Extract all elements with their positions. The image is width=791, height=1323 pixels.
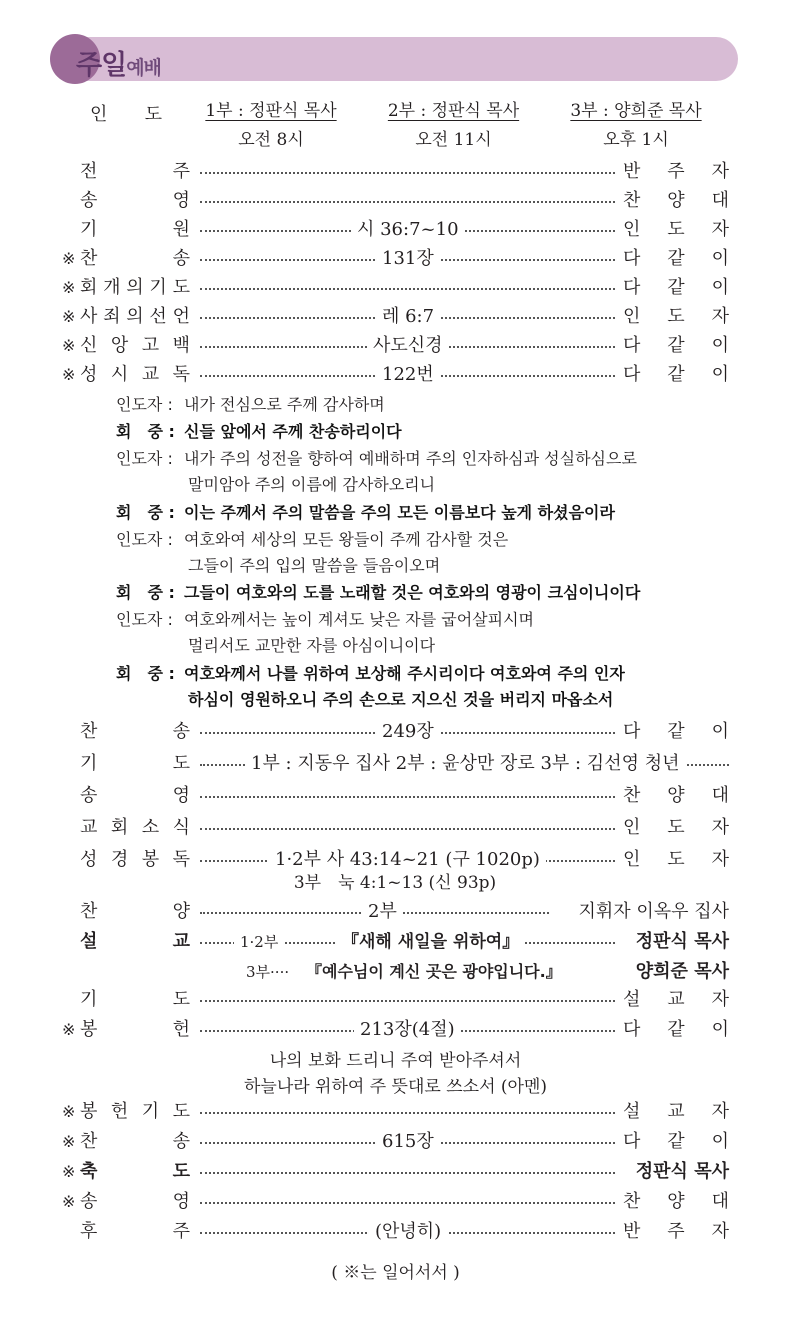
row-label-char: 축 bbox=[80, 1161, 98, 1182]
row-middle: 시 36:7~10 bbox=[351, 216, 465, 244]
row-right-char: 양 bbox=[667, 190, 685, 211]
row-right-char: 이 bbox=[711, 364, 729, 385]
row-right-char: 교 bbox=[667, 989, 685, 1010]
row-label-char: 찬 bbox=[80, 901, 98, 922]
row-label-char: 신 bbox=[80, 335, 98, 356]
leader-line bbox=[116, 392, 385, 418]
reading-text: 하심이 영원하오니 주의 손으로 지으신 것을 버리지 마옵소서 bbox=[188, 689, 614, 709]
row-label-char: 찬 bbox=[80, 721, 98, 742]
order-row-sermon bbox=[0, 928, 791, 956]
row-middle: 131장 bbox=[376, 245, 440, 273]
row-right-char: 양 bbox=[667, 1191, 685, 1212]
row-label-char: 영 bbox=[172, 190, 190, 211]
row-right-char: 인 bbox=[623, 849, 641, 870]
leader-dots bbox=[200, 288, 615, 290]
row-right bbox=[623, 986, 729, 1014]
row-label-char: 영 bbox=[172, 785, 190, 806]
row-right-char: 같 bbox=[667, 721, 685, 742]
row-right-char: 다 bbox=[623, 277, 641, 298]
reading-text: 그들이 여호와의 도를 노래할 것은 여호와의 영광이 크심이니이다 bbox=[184, 583, 641, 602]
row-right-char: 이 bbox=[711, 277, 729, 298]
row-right-char: 설 bbox=[623, 989, 641, 1010]
row-right-char: 이 bbox=[711, 1019, 729, 1040]
row-middle: 사도신경 bbox=[367, 332, 449, 360]
row-right-char: 이 bbox=[711, 1131, 729, 1152]
order-row bbox=[0, 1218, 791, 1246]
row-label bbox=[80, 846, 190, 874]
row-right-char: 찬 bbox=[623, 785, 641, 806]
intro-label bbox=[90, 100, 162, 126]
standing-mark: ※ bbox=[62, 365, 76, 384]
row-label-char: 송 bbox=[172, 248, 190, 269]
row-middle: 615장 bbox=[376, 1128, 440, 1156]
leader-line bbox=[116, 527, 508, 579]
row-middle: 122번 bbox=[376, 361, 440, 389]
sermon-preacher-2: 양희준 목사 bbox=[635, 961, 729, 982]
order-row bbox=[0, 1128, 791, 1156]
order-row bbox=[0, 1188, 791, 1216]
row-label-char: 고 bbox=[141, 335, 160, 356]
row-right: 정판식 목사 bbox=[635, 1161, 729, 1182]
row-right bbox=[623, 1016, 729, 1044]
row-label-char: 찬 bbox=[80, 1131, 98, 1152]
leader-dots bbox=[200, 172, 615, 174]
row-label-char: 후 bbox=[80, 1221, 98, 1242]
sermon-prefix-2: 3부···· bbox=[246, 963, 290, 981]
row-label bbox=[80, 274, 190, 302]
row-label-char: 시 bbox=[110, 364, 129, 385]
order-row bbox=[0, 274, 791, 302]
leader-dots bbox=[200, 828, 615, 830]
row-right-char: 자 bbox=[711, 849, 729, 870]
row-right-char: 대 bbox=[711, 1191, 729, 1212]
row-label-char: 언 bbox=[172, 306, 190, 327]
row-label-char: 도 bbox=[172, 989, 190, 1010]
section-header bbox=[52, 37, 738, 81]
row-label-char: 주 bbox=[172, 161, 190, 182]
row-label-char: 원 bbox=[172, 219, 190, 240]
service-3-time: 오후 1시 bbox=[603, 130, 669, 150]
row-right bbox=[623, 718, 729, 746]
title-char-2: 일 bbox=[101, 50, 127, 81]
row-right-char: 도 bbox=[667, 817, 685, 838]
row-label-char: 송 bbox=[80, 190, 98, 211]
row-right-char: 반 bbox=[623, 161, 641, 182]
row-right-char: 다 bbox=[623, 248, 641, 269]
row-right bbox=[623, 158, 729, 186]
row-label-char: 독 bbox=[172, 849, 190, 870]
service-2 bbox=[381, 98, 526, 153]
row-label bbox=[80, 303, 190, 331]
row-label-char: 회 bbox=[110, 817, 129, 838]
row-label bbox=[80, 1016, 190, 1044]
leader-dots bbox=[200, 201, 615, 203]
standing-mark: ※ bbox=[62, 1102, 76, 1121]
service-1-title: 1부 : 정판식 목사 bbox=[205, 101, 337, 121]
row-label bbox=[80, 718, 190, 746]
row-right bbox=[623, 1128, 729, 1156]
service-1-time: 오전 8시 bbox=[238, 130, 304, 150]
offering-verse-line: 하늘나라 위하여 주 뜻대로 쓰소서 (아멘) bbox=[243, 1077, 548, 1097]
speaker-label: 인도자 : bbox=[116, 449, 173, 468]
row-right-char: 같 bbox=[667, 248, 685, 269]
row-right-char: 같 bbox=[667, 1131, 685, 1152]
row-label-char: 선 bbox=[149, 306, 167, 327]
row-right-char: 설 bbox=[623, 1101, 641, 1122]
row-label-char: 양 bbox=[172, 901, 190, 922]
reading-text: 이는 주께서 주의 말씀을 주의 모든 이름보다 높게 하셨음이라 bbox=[184, 502, 615, 522]
row-label bbox=[80, 332, 190, 360]
scripture-line-2: 3부 눅 4:1~13 (신 93p) bbox=[293, 873, 497, 893]
row-label-char: 앙 bbox=[110, 335, 129, 356]
intro-label-char: 인 bbox=[90, 104, 108, 125]
leader-dots bbox=[200, 1202, 615, 1204]
row-label-char: 송 bbox=[80, 1191, 98, 1212]
row-label-char: 도 bbox=[172, 1101, 190, 1122]
reading-text: 여호와께서는 높이 계셔도 낮은 자를 굽어살피시며 bbox=[184, 610, 535, 629]
row-right bbox=[623, 303, 729, 331]
section-title bbox=[76, 43, 161, 82]
row-middle: 249장 bbox=[376, 718, 440, 746]
order-row bbox=[0, 245, 791, 273]
reading-text: 여호와여 세상의 모든 왕들이 주께 감사할 것은 bbox=[184, 529, 509, 549]
row-right-char: 다 bbox=[623, 721, 641, 742]
row-label-char: 개 bbox=[103, 277, 121, 298]
row-label-char: 송 bbox=[172, 1131, 190, 1152]
row-right-char: 같 bbox=[667, 1019, 685, 1040]
reading-text: 멀리서도 교만한 자를 아심이니이다 bbox=[188, 636, 436, 655]
service-3 bbox=[565, 98, 707, 153]
row-middle: (안녕히) bbox=[369, 1218, 447, 1246]
row-right-char: 양 bbox=[667, 785, 685, 806]
row-label bbox=[80, 216, 190, 244]
row-label bbox=[80, 1158, 190, 1186]
order-row bbox=[0, 158, 791, 186]
row-right-char: 자 bbox=[711, 1101, 729, 1122]
row-right-char: 다 bbox=[623, 364, 641, 385]
row-label bbox=[80, 1188, 190, 1216]
order-row bbox=[0, 332, 791, 360]
row-right bbox=[623, 1098, 729, 1126]
standing-mark: ※ bbox=[62, 307, 76, 326]
row-label-char: 독 bbox=[172, 364, 190, 385]
row-right-char: 자 bbox=[711, 817, 729, 838]
row-label bbox=[80, 158, 190, 186]
row-right bbox=[623, 216, 729, 244]
row-right-char: 다 bbox=[623, 1131, 641, 1152]
row-right-char: 자 bbox=[711, 219, 729, 240]
row-label-char: 회 bbox=[80, 277, 98, 298]
row-right-char: 도 bbox=[667, 849, 685, 870]
service-2-title: 2부 : 정판식 목사 bbox=[387, 101, 520, 121]
row-right bbox=[623, 274, 729, 302]
order-row bbox=[0, 216, 791, 244]
row-right-char: 대 bbox=[711, 785, 729, 806]
row-right-char: 인 bbox=[623, 306, 641, 327]
row-label-char: 성 bbox=[80, 849, 98, 870]
order-row bbox=[0, 718, 791, 746]
row-right bbox=[623, 332, 729, 360]
congregation-line bbox=[116, 419, 402, 445]
standing-mark: ※ bbox=[62, 336, 76, 355]
order-row-praise bbox=[0, 898, 791, 926]
standing-mark: ※ bbox=[62, 1162, 76, 1181]
row-label-char: 백 bbox=[172, 335, 190, 356]
row-label bbox=[80, 1098, 190, 1126]
row-right-char: 찬 bbox=[623, 1191, 641, 1212]
order-row bbox=[0, 814, 791, 842]
congregation-line bbox=[116, 580, 640, 606]
leader-line bbox=[116, 446, 637, 498]
row-right-char: 자 bbox=[711, 306, 729, 327]
row-right-char: 교 bbox=[667, 1101, 685, 1122]
speaker-label: 인도자 : bbox=[116, 610, 173, 629]
row-label-char: 교 bbox=[141, 364, 160, 385]
row-middle: 레 6:7 bbox=[376, 303, 440, 331]
standing-mark: ※ bbox=[62, 278, 76, 297]
order-row bbox=[0, 750, 791, 778]
row-label-char: 도 bbox=[172, 1161, 190, 1182]
sermon-prefix-1: 1·2부 bbox=[234, 928, 284, 956]
row-label-char: 기 bbox=[80, 753, 98, 774]
order-row bbox=[0, 187, 791, 215]
order-row bbox=[0, 303, 791, 331]
row-right-char: 주 bbox=[667, 161, 685, 182]
row-label-char: 교 bbox=[80, 817, 98, 838]
intro-label-char: 도 bbox=[144, 104, 162, 125]
sermon-title-1: 『새해 새일을 위하여』 bbox=[336, 928, 525, 956]
row-label-char: 교 bbox=[172, 931, 190, 952]
row-label-char: 영 bbox=[172, 1191, 190, 1212]
row-label bbox=[80, 986, 190, 1014]
standing-mark: ※ bbox=[62, 249, 76, 268]
row-right-char: 같 bbox=[667, 277, 685, 298]
row-right-char: 같 bbox=[667, 364, 685, 385]
row-label-char: 경 bbox=[110, 849, 129, 870]
standing-mark: ※ bbox=[62, 1192, 76, 1211]
speaker-label: 회 중 : bbox=[116, 502, 175, 522]
row-right bbox=[623, 245, 729, 273]
row-right-char: 반 bbox=[623, 1221, 641, 1242]
row-label-char: 찬 bbox=[80, 248, 98, 269]
row-label-char: 기 bbox=[80, 989, 98, 1010]
offering-verse-line: 나의 보화 드리니 주여 받아주셔서 bbox=[269, 1051, 522, 1071]
row-right-char: 자 bbox=[711, 989, 729, 1010]
reading-text: 내가 주의 성전을 향하여 예배하며 주의 인자하심과 성실하심으로 bbox=[184, 449, 637, 468]
row-label-char: 기 bbox=[80, 219, 98, 240]
row-label-char: 송 bbox=[172, 721, 190, 742]
row-label bbox=[80, 187, 190, 215]
row-right-char: 찬 bbox=[623, 190, 641, 211]
row-label bbox=[80, 898, 190, 926]
title-char-1: 주 bbox=[76, 50, 102, 81]
row-label-char: 봉 bbox=[80, 1019, 98, 1040]
leader-dots bbox=[200, 1000, 615, 1002]
row-label-char: 헌 bbox=[172, 1019, 190, 1040]
sermon-title-2: 『예수님이 계신 곳은 광야입니다.』 bbox=[306, 962, 562, 981]
row-right-char: 도 bbox=[667, 306, 685, 327]
row-label bbox=[80, 1128, 190, 1156]
row-label-char: 봉 bbox=[141, 849, 160, 870]
row-label-char: 죄 bbox=[103, 306, 121, 327]
reading-text: 신들 앞에서 주께 찬송하리이다 bbox=[184, 422, 402, 441]
row-right-char: 인 bbox=[623, 817, 641, 838]
standing-mark: ※ bbox=[62, 1020, 76, 1039]
service-1 bbox=[200, 98, 342, 153]
row-label bbox=[80, 245, 190, 273]
row-right-char: 대 bbox=[711, 190, 729, 211]
order-row bbox=[0, 361, 791, 389]
speaker-label: 인도자 : bbox=[116, 395, 173, 414]
congregation-line bbox=[116, 500, 615, 526]
reading-text: 말미암아 주의 이름에 감사하오리니 bbox=[188, 475, 436, 494]
leader-dots bbox=[200, 796, 615, 798]
row-middle: 213장(4절) bbox=[354, 1016, 461, 1044]
row-right bbox=[623, 361, 729, 389]
speaker-label: 인도자 : bbox=[116, 529, 173, 549]
congregation-line bbox=[116, 661, 625, 713]
row-label-char: 기 bbox=[141, 1101, 160, 1122]
reading-text: 내가 전심으로 주께 감사하며 bbox=[184, 395, 385, 414]
row-right-char: 이 bbox=[711, 248, 729, 269]
order-row bbox=[0, 782, 791, 810]
reading-text: 여호와께서 나를 위하여 보상해 주시리이다 여호와여 주의 인자 bbox=[184, 663, 625, 683]
row-label-char: 설 bbox=[80, 931, 98, 952]
row-right-char: 다 bbox=[623, 1019, 641, 1040]
row-middle: 2부 bbox=[362, 898, 403, 926]
sermon-preacher-1: 정판식 목사 bbox=[635, 931, 729, 952]
row-label-char: 성 bbox=[80, 364, 98, 385]
speaker-label: 회 중 : bbox=[116, 583, 175, 602]
order-row bbox=[0, 1158, 791, 1186]
row-label-char: 전 bbox=[80, 161, 98, 182]
row-right-char: 인 bbox=[623, 219, 641, 240]
row-label-char: 봉 bbox=[80, 1101, 98, 1122]
row-right: 지휘자 이옥우 집사 bbox=[578, 901, 729, 922]
footnote: ( ※는 일어서서 ) bbox=[331, 1263, 460, 1283]
row-label-char: 식 bbox=[172, 817, 190, 838]
row-label-char: 도 bbox=[172, 753, 190, 774]
row-label-char: 소 bbox=[141, 817, 160, 838]
leader-line bbox=[116, 607, 534, 659]
row-right bbox=[623, 846, 729, 874]
order-row bbox=[0, 986, 791, 1014]
row-right bbox=[623, 814, 729, 842]
order-row bbox=[0, 1098, 791, 1126]
row-label-char: 기 bbox=[149, 277, 167, 298]
row-label-char: 송 bbox=[80, 785, 98, 806]
row-right-char: 같 bbox=[667, 335, 685, 356]
row-right-char: 자 bbox=[711, 161, 729, 182]
row-label bbox=[80, 1218, 190, 1246]
row-label-char: 도 bbox=[172, 277, 190, 298]
row-right-char: 이 bbox=[711, 721, 729, 742]
order-row bbox=[0, 1016, 791, 1044]
row-label bbox=[80, 750, 190, 778]
row-middle: 1부 : 지동우 집사 2부 : 윤상만 장로 3부 : 김선영 청년 bbox=[245, 750, 685, 778]
row-right bbox=[623, 1218, 729, 1246]
row-label-char: 사 bbox=[80, 306, 98, 327]
row-right bbox=[623, 187, 729, 215]
row-right bbox=[623, 1188, 729, 1216]
row-middle: 1·2부 사 43:14~21 (구 1020p) bbox=[269, 846, 546, 874]
row-label-char: 의 bbox=[126, 277, 144, 298]
leader-dots bbox=[200, 1172, 615, 1174]
row-label-char: 의 bbox=[126, 306, 144, 327]
service-2-time: 오전 11시 bbox=[415, 130, 492, 150]
row-label bbox=[80, 782, 190, 810]
row-right-char: 주 bbox=[667, 1221, 685, 1242]
row-right-char: 이 bbox=[711, 335, 729, 356]
row-right-char: 도 bbox=[667, 219, 685, 240]
leader-dots bbox=[200, 1112, 615, 1114]
order-row-sermon-2 bbox=[0, 958, 791, 986]
row-label-char: 헌 bbox=[110, 1101, 129, 1122]
row-label bbox=[80, 814, 190, 842]
row-right-char: 자 bbox=[711, 1221, 729, 1242]
row-right-char: 다 bbox=[623, 335, 641, 356]
offering-verse bbox=[200, 1048, 591, 1100]
speaker-label: 회 중 : bbox=[116, 663, 175, 683]
row-label bbox=[80, 361, 190, 389]
standing-mark: ※ bbox=[62, 1132, 76, 1151]
title-suffix: 예배 bbox=[126, 57, 161, 79]
reading-text: 그들이 주의 입의 말씀을 들음이오며 bbox=[188, 555, 441, 575]
row-label bbox=[80, 928, 190, 956]
row-label-char: 주 bbox=[172, 1221, 190, 1242]
service-3-title: 3부 : 양희준 목사 bbox=[570, 101, 702, 121]
row-right bbox=[623, 782, 729, 810]
speaker-label: 회 중 : bbox=[116, 422, 175, 441]
